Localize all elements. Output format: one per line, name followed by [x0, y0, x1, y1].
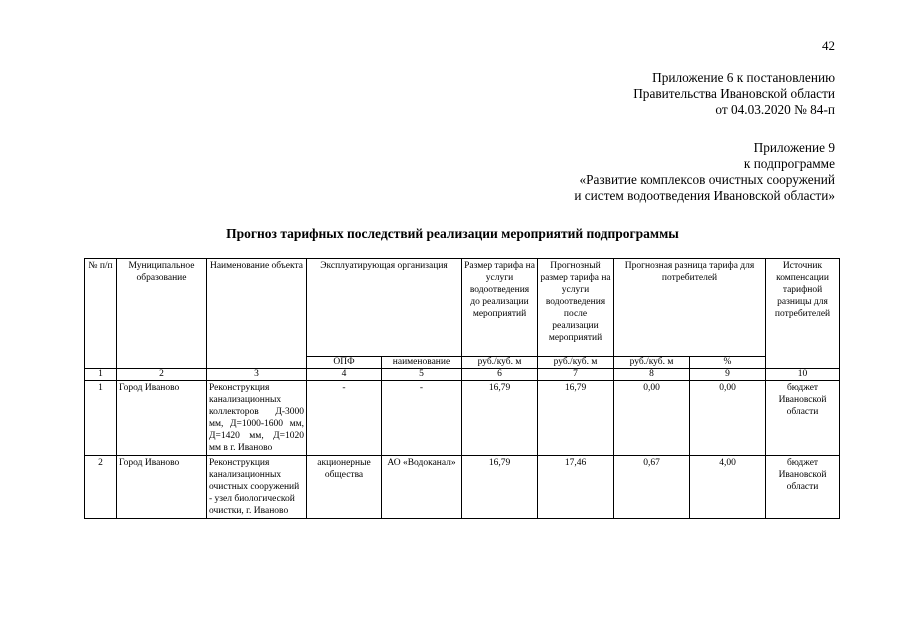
row-object: Реконструкция канализационных очистных сооружений - узел биологической очистки, г. Иваново: [207, 456, 307, 519]
column-number: 2: [117, 369, 207, 381]
header-object: Наименование объекта: [207, 259, 307, 369]
header-tariff-forecast: Прогнозный размер тарифа на услуги водоотведения после реализации мероприятий: [538, 259, 614, 357]
row-num: 1: [85, 381, 117, 456]
row-object: Реконструкция канализационных коллекторов Д-3000 мм, Д=1000-1600 мм, Д=1420 мм, Д=1020 мм в г. Иваново: [207, 381, 307, 456]
row-source: бюджет Ивановской области: [766, 456, 840, 519]
row-diff-rub: 0,67: [614, 456, 690, 519]
column-number: 10: [766, 369, 840, 381]
row-diff-rub: 0,00: [614, 381, 690, 456]
tariff-forecast-table: [84, 258, 840, 519]
header-num: № п/п: [85, 259, 117, 369]
appendix-sub-line: «Развитие комплексов очистных сооружений: [579, 172, 835, 187]
row-tariff-before: 16,79: [462, 381, 538, 456]
appendix-main-block: [633, 70, 835, 118]
header-tariff-before: Размер тарифа на услуги водоотведения до реализации мероприятий: [462, 259, 538, 357]
column-number: 1: [85, 369, 117, 381]
appendix-main-line: Правительства Ивановской области: [633, 86, 835, 101]
header-diff: Прогнозная разница тарифа для потребителей: [614, 259, 766, 357]
header-municipality: Муниципальное образование: [117, 259, 207, 369]
row-source: бюджет Ивановской области: [766, 381, 840, 456]
row-operator-name: АО «Водоканал»: [382, 456, 462, 519]
appendix-sub-line: к подпрограмме: [743, 156, 835, 171]
header-source: Источник компенсации тарифной разницы для потребителей: [766, 259, 840, 369]
row-tariff-before: 16,79: [462, 456, 538, 519]
appendix-main-line: Приложение 6 к постановлению: [652, 70, 835, 85]
row-diff-pct: 4,00: [690, 456, 766, 519]
row-tariff-forecast: 16,79: [538, 381, 614, 456]
appendix-sub-line: Приложение 9: [753, 140, 835, 155]
row-diff-pct: 0,00: [690, 381, 766, 456]
row-opf: -: [307, 381, 382, 456]
row-opf: акционерные общества: [307, 456, 382, 519]
appendix-sub-block: [574, 140, 835, 204]
column-number: 6: [462, 369, 538, 381]
subheader-unit-7: руб./куб. м: [538, 357, 614, 369]
column-number: 4: [307, 369, 382, 381]
document-title: Прогноз тарифных последствий реализации мероприятий подпрограммы: [226, 226, 679, 241]
header-row: [85, 259, 840, 357]
subheader-opf: ОПФ: [307, 357, 382, 369]
subheader-name: наименование: [382, 357, 462, 369]
row-tariff-forecast: 17,46: [538, 456, 614, 519]
header-operator: Эксплуатирующая организация: [307, 259, 462, 357]
appendix-sub-line: и систем водоотведения Ивановской области»: [574, 188, 835, 203]
column-number: 5: [382, 369, 462, 381]
subheader-unit-8: руб./куб. м: [614, 357, 690, 369]
appendix-main-line: от 04.03.2020 № 84-п: [715, 102, 835, 117]
subheader-unit-6: руб./куб. м: [462, 357, 538, 369]
table-row: [85, 381, 840, 456]
page-number: 42: [822, 38, 835, 53]
row-municipality: Город Иваново: [117, 381, 207, 456]
column-number: 8: [614, 369, 690, 381]
column-number: 7: [538, 369, 614, 381]
row-municipality: Город Иваново: [117, 456, 207, 519]
table-row: [85, 456, 840, 519]
column-number: 9: [690, 369, 766, 381]
subheader-percent: %: [690, 357, 766, 369]
row-operator-name: -: [382, 381, 462, 456]
row-num: 2: [85, 456, 117, 519]
column-number: 3: [207, 369, 307, 381]
column-number-row: [85, 369, 840, 381]
